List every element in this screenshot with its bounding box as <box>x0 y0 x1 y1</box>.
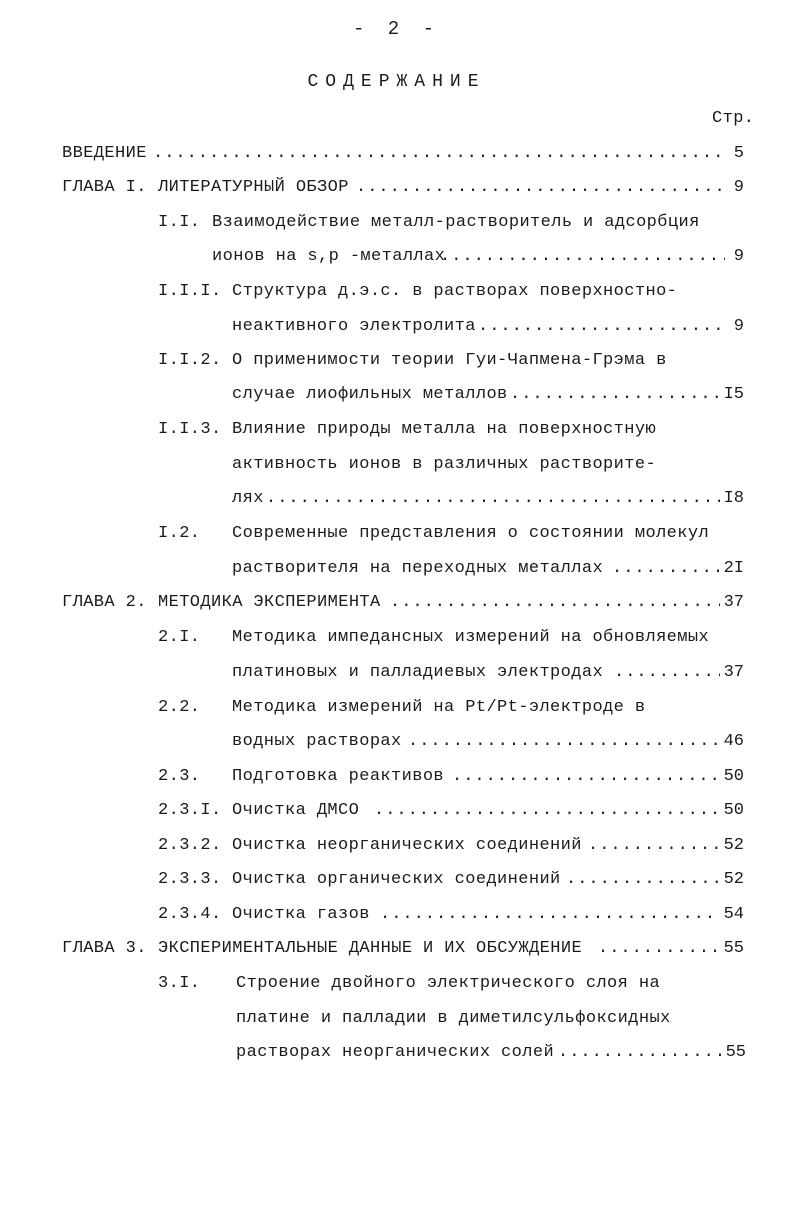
dot-leader <box>612 558 720 580</box>
toc-entry-number: 2.3. <box>158 767 201 786</box>
toc-entry-title: Методика измерений на Pt/Pt-электроде в <box>232 698 646 717</box>
toc-entry-page: 5 <box>733 144 744 163</box>
toc-entry-number: ГЛАВА 3. <box>62 939 147 958</box>
toc-entry-title: платине и палладии в диметилсульфоксидных <box>236 1009 671 1028</box>
toc-entry-page: 50 <box>723 801 744 820</box>
toc-entry-title: водных растворах <box>232 732 402 751</box>
dot-leader <box>153 143 725 165</box>
toc-entry-title: О применимости теории Гуи-Чапмена-Грэма в <box>232 351 667 370</box>
toc-entry-number: 2.3.3. <box>158 870 222 889</box>
toc-entry-title: Взаимодействие металл-растворитель и адсорбция <box>212 213 700 232</box>
dot-leader <box>452 766 720 788</box>
toc-entry-number: 2.3.I. <box>158 801 222 820</box>
dot-leader <box>558 1042 724 1064</box>
toc-entry-page: 9 <box>733 178 744 197</box>
toc-entry-page: I5 <box>723 385 744 404</box>
toc-entry-title: случае лиофильных металлов <box>232 385 508 404</box>
toc-entry-page: 9 <box>733 317 744 336</box>
toc-entry-title: растворителя на переходных металлах <box>232 559 604 578</box>
toc-entry-title: МЕТОДИКА ЭКСПЕРИМЕНТА <box>158 593 381 612</box>
page-column-label: Стр. <box>712 109 755 128</box>
toc-entry-title: ЛИТЕРАТУРНЫЙ ОБЗОР <box>158 178 349 197</box>
dot-leader <box>380 904 720 926</box>
toc-entry-title: активность ионов в различных растворите- <box>232 455 657 474</box>
toc-entry-number: I.I.3. <box>158 420 222 439</box>
toc-entry-title: растворах неорганических солей <box>236 1043 555 1062</box>
toc-entry-number: I.I.I. <box>158 282 222 301</box>
dot-leader <box>478 316 725 338</box>
dot-leader <box>566 869 720 891</box>
toc-entry-title: Современные представления о состоянии молекул <box>232 524 710 543</box>
toc-entry-page: 37 <box>723 663 744 682</box>
dot-leader <box>374 800 720 822</box>
toc-entry-number: ГЛАВА I. <box>62 178 147 197</box>
toc-entry-title: Очистка неорганических соединений <box>232 836 582 855</box>
toc-entry-page: 46 <box>723 732 744 751</box>
toc-entry-number: 3.I. <box>158 974 201 993</box>
toc-entry-title: ВВЕДЕНИЕ <box>62 144 147 163</box>
dot-leader <box>588 835 720 857</box>
dot-leader <box>408 731 720 753</box>
toc-entry-number: I.2. <box>158 524 201 543</box>
toc-entry-title: Очистка газов <box>232 905 370 924</box>
toc-entry-page: 9 <box>733 247 744 266</box>
toc-entry-page: 37 <box>723 593 744 612</box>
dot-leader <box>390 592 720 614</box>
toc-entry-page: I8 <box>723 489 744 508</box>
toc-entry-number: ГЛАВА 2. <box>62 593 147 612</box>
toc-entry-title: ЭКСПЕРИМЕНТАЛЬНЫЕ ДАННЫЕ И ИХ ОБСУЖДЕНИЕ <box>158 939 583 958</box>
toc-entry-title: Методика импедансных измерений на обновляемых <box>232 628 710 647</box>
toc-entry-number: 2.2. <box>158 698 201 717</box>
toc-entry-page: 52 <box>723 836 744 855</box>
dot-leader <box>356 177 725 199</box>
toc-entry-title: Подготовка реактивов <box>232 767 445 786</box>
toc-entry-page: 50 <box>723 767 744 786</box>
toc-entry-title: лях <box>232 489 264 508</box>
dot-leader <box>614 662 720 684</box>
toc-entry-number: 2.3.4. <box>158 905 222 924</box>
toc-entry-title: Структура д.э.с. в растворах поверхностно- <box>232 282 678 301</box>
toc-entry-number: I.I. <box>158 213 201 232</box>
toc-entry-page: 54 <box>723 905 744 924</box>
toc-entry-number: I.I.2. <box>158 351 222 370</box>
toc-entry-title: платиновых и палладиевых электродах <box>232 663 604 682</box>
toc-entry-title: Влияние природы металла на поверхностную <box>232 420 657 439</box>
dot-leader <box>440 246 725 268</box>
toc-entry-title: Очистка органических соединений <box>232 870 561 889</box>
toc-entry-title: ионов на s,p -металлах <box>212 247 446 266</box>
toc-entry-title: Очистка ДМСО <box>232 801 360 820</box>
toc-entry-number: 2.3.2. <box>158 836 222 855</box>
dot-leader <box>598 938 720 960</box>
toc-entry-title: неактивного электролита <box>232 317 476 336</box>
dot-leader <box>266 488 720 510</box>
page-number: - 2 - <box>352 18 440 40</box>
toc-entry-page: 2I <box>723 559 744 578</box>
toc-entry-page: 55 <box>723 939 744 958</box>
toc-entry-number: 2.I. <box>158 628 201 647</box>
toc-entry-page: 55 <box>725 1043 746 1062</box>
toc-entry-page: 52 <box>723 870 744 889</box>
page-title: СОДЕРЖАНИЕ <box>307 72 486 92</box>
dot-leader <box>510 384 720 406</box>
toc-entry-title: Строение двойного электрического слоя на <box>236 974 661 993</box>
